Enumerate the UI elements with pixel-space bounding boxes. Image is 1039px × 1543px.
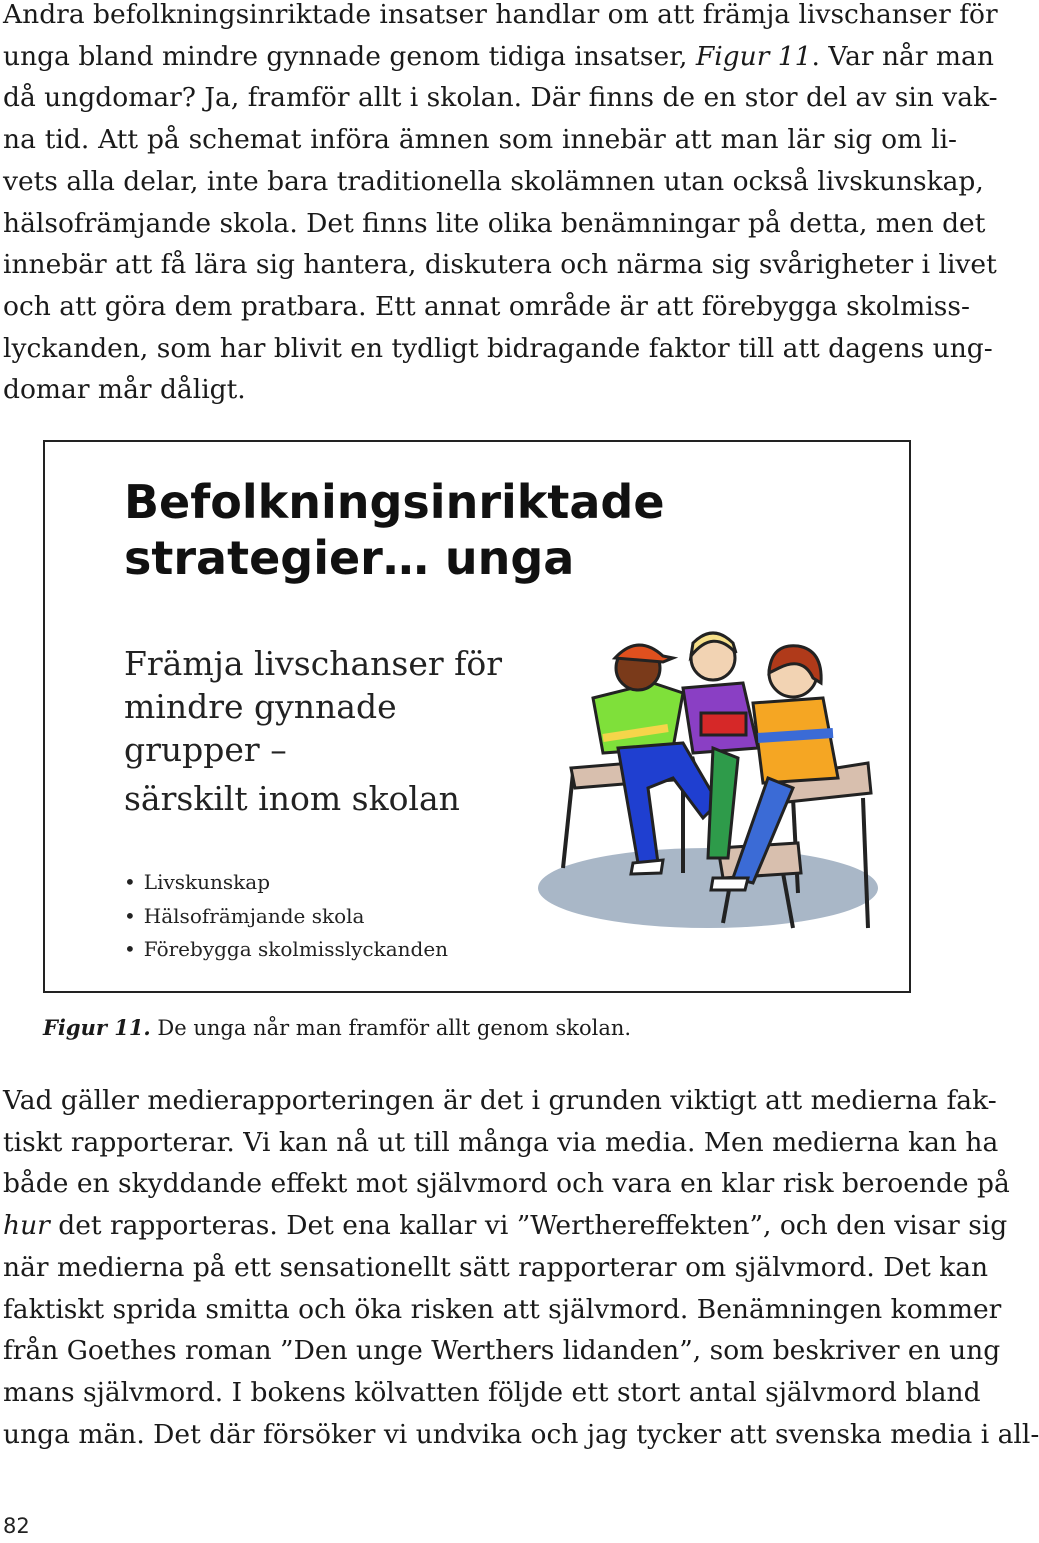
text-line: både en skyddande effekt mot självmord och vara en klar risk beroende på: [3, 1168, 1010, 1200]
bullet-item: • Förebygga skolmisslyckanden: [124, 933, 448, 967]
text-line: och att göra dem pratbara. Ett annat område är att förebygga skolmiss-: [3, 290, 970, 322]
emphasis-word: hur: [3, 1210, 50, 1242]
text-line: mans självmord. I bokens kölvatten följde ett stort antal självmord bland: [3, 1376, 981, 1408]
text-line: från Goethes roman ”Den unge Werthers lidanden”, som beskriver en ung: [3, 1335, 1001, 1367]
text-line: lyckanden, som har blivit en tydligt bidragande faktor till att dagens ung-: [3, 332, 993, 364]
text-line: Andra befolkningsinriktade insatser handlar om att främja livschanser för: [3, 0, 998, 30]
figure-title: Befolkningsinriktade strategier… unga: [124, 475, 665, 585]
text-line: na tid. Att på schemat införa ämnen som innebär att man lär sig om li-: [3, 124, 957, 156]
text-line: hälsofrämjande skola. Det finns lite olika benämningar på detta, men det: [3, 207, 986, 239]
caption-label: Figur 11.: [43, 1015, 151, 1040]
figure-slide: [43, 440, 911, 993]
caption-text: De unga når man framför allt genom skolan.: [150, 1016, 632, 1040]
text-line: faktiskt sprida smitta och öka risken att självmord. Benämningen kommer: [3, 1293, 1002, 1325]
bullet-item: • Hälsofrämjande skola: [124, 900, 448, 934]
figure-reference: Figur 11: [695, 40, 812, 72]
text-line: domar mår dåligt.: [3, 374, 246, 406]
text-line: tiskt rapporterar. Vi kan nå ut till många via media. Men medierna kan ha: [3, 1126, 999, 1158]
text-line: Vad gäller medierapporteringen är det i grunden viktigt att medierna fak-: [3, 1085, 997, 1116]
figure-bullet-list: [124, 866, 448, 967]
text-line: när medierna på ett sensationellt sätt rapporterar om självmord. Det kan: [3, 1251, 989, 1283]
text-line: unga bland mindre gynnade genom tidiga insatser, Figur 11. Var når man: [3, 40, 994, 72]
text-line: då ungdomar? Ja, framför allt i skolan. Där finns de en stor del av sin vak-: [3, 82, 998, 114]
text-line: hur det rapporteras. Det ena kallar vi ”Werthereffekten”, och den visar sig: [3, 1210, 1008, 1242]
text-line: unga män. Det där försöker vi undvika och jag tycker att svenska media i all-: [3, 1418, 1039, 1450]
text-line: innebär att få lära sig hantera, diskutera och närma sig svårigheter i livet: [3, 249, 997, 281]
students-illustration: [533, 628, 873, 938]
page-number: 82: [3, 1514, 30, 1538]
figure-subtitle: Främja livschanser för mindre gynnade grupper – särskilt inom skolan: [124, 644, 502, 818]
text-line: vets alla delar, inte bara traditionella skolämnen utan också livskunskap,: [3, 165, 984, 197]
body-paragraph-top: [3, 0, 998, 411]
bullet-item: • Livskunskap: [124, 866, 448, 900]
body-paragraph-bottom: [3, 1080, 1039, 1455]
figure-caption: [43, 1013, 631, 1043]
